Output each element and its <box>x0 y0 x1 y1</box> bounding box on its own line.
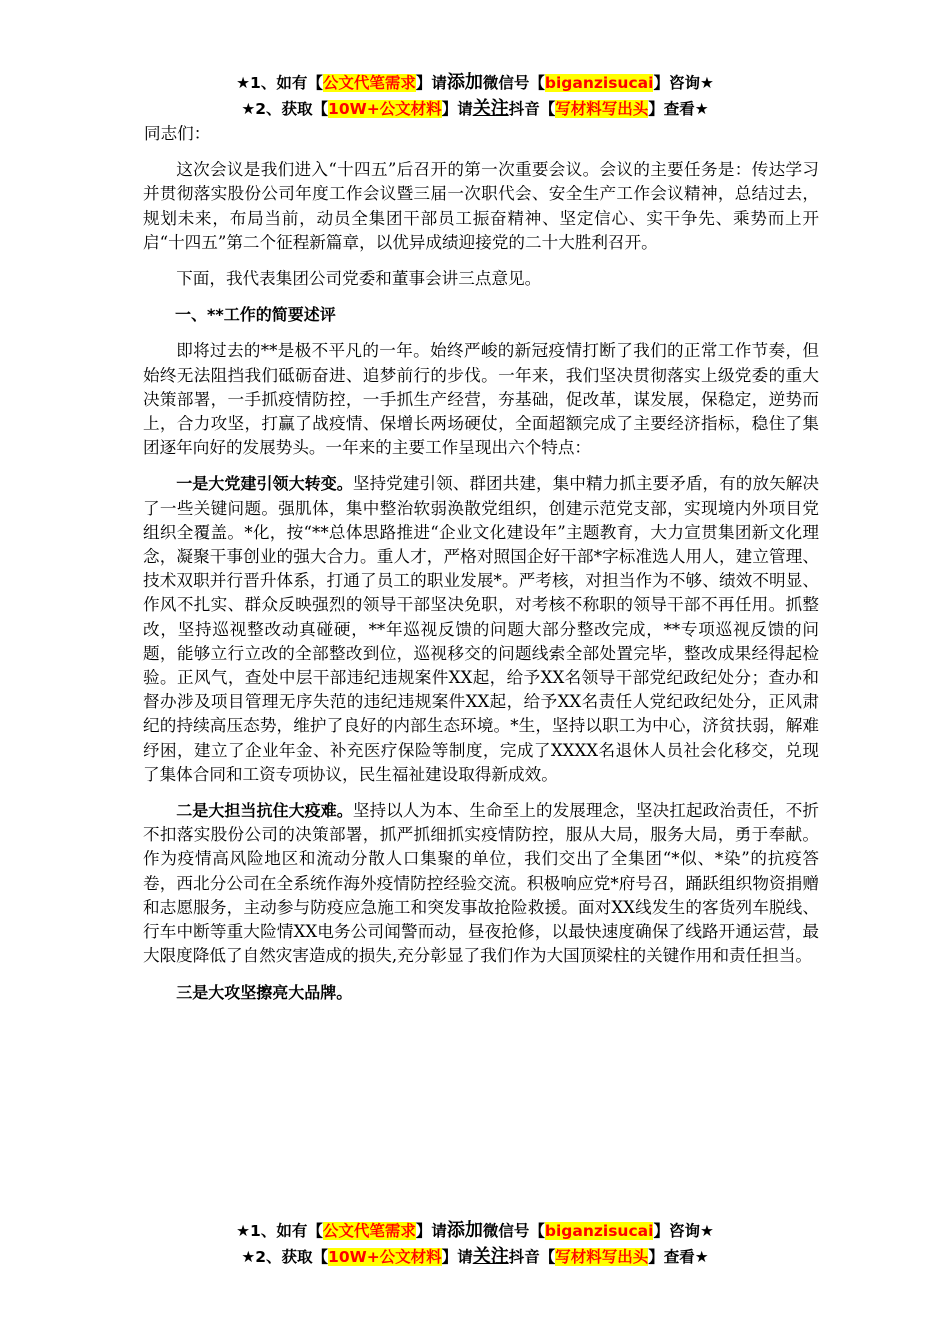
promo-emphasis: 添加 <box>446 1220 483 1241</box>
paragraph-intro: 这次会议是我们进入“十四五”后召开的第一次重要会议。会议的主要任务是：传达学习并贯彻落实股份公司年度工作会议暨三届一次职代会、安全生产工作会议精神，总结过去，规划未来，布局当前，动员全集团干部员工振奋精神、坚定信心、实干争先、乘势而上开启“十四五”第二个征程新篇章，以优异成绩迎接党的二十大胜利召开。 <box>143 160 819 252</box>
promo-text: ★2、获取【 <box>241 1248 329 1266</box>
promo-emphasis: 关注 <box>472 98 509 119</box>
promo-text: 】请 <box>441 100 473 118</box>
promo-text: ★1、如有【 <box>236 74 323 92</box>
promo-text: 】请 <box>441 1248 473 1266</box>
promo-highlight: 10W+公文材料 <box>328 1248 442 1266</box>
promo-text: 抖音【 <box>508 100 556 118</box>
promo-highlight: biganzisucai <box>544 1222 654 1240</box>
paragraph-point-1 <box>143 472 819 787</box>
point-lead: 三是大攻坚擦亮大品牌。 <box>176 982 353 1002</box>
document-body <box>143 122 819 1017</box>
salutation: 同志们： <box>144 124 211 143</box>
promo-text: 】请 <box>415 1222 447 1240</box>
promo-highlight: 写材料写出头 <box>555 100 649 118</box>
promo-line-1 <box>0 70 950 96</box>
promo-text: 微信号【 <box>482 1222 545 1240</box>
paragraph-point-3 <box>143 981 819 1005</box>
promo-highlight: biganzisucai <box>544 74 654 92</box>
promo-text: 】咨询★ <box>653 74 714 92</box>
promo-highlight: 公文代笔需求 <box>322 1222 416 1240</box>
promo-text: ★2、获取【 <box>241 100 329 118</box>
section-heading: 一、**工作的简要述评 <box>175 305 336 325</box>
promo-highlight: 公文代笔需求 <box>322 74 416 92</box>
promo-emphasis: 关注 <box>472 1246 509 1267</box>
promo-emphasis: 添加 <box>446 72 483 93</box>
promo-text: 】咨询★ <box>653 1222 714 1240</box>
promo-text: ★1、如有【 <box>236 1222 323 1240</box>
promo-highlight: 写材料写出头 <box>555 1248 649 1266</box>
promo-text: 抖音【 <box>508 1248 556 1266</box>
promo-text: 微信号【 <box>482 74 545 92</box>
promo-line-1 <box>0 1218 950 1244</box>
promo-banner-top <box>0 70 950 122</box>
paragraph-outline: 下面，我代表集团公司党委和董事会讲三点意见。 <box>176 269 542 289</box>
promo-highlight: 10W+公文材料 <box>328 100 442 118</box>
point-text: 坚持党建引领、群团共建，集中精力抓主要矛盾，有的放矢解决了一些关键问题。强肌体，集中整治软弱涣散党组织，创建示范党支部，实现境内外项目党组织全覆盖。*化，按“**总体思路推进“企业文化建设年”主题教育，大力宣贯集团新文化理念，凝聚干事创业的强大合力。重人才，严格对照国企好干部*字标准选人用人，建立管理、技术双职并行晋升体系，打通了员工的职业发展*。严考核，对担当作为不够、绩效不明显、作风不扎实、群众反映强烈的领导干部坚决免职，对考核不称职的领导干部不再任用。抓整改，坚持巡视整改动真碰硬，**年巡视反馈的问题大部分整改完成，**专项巡视反馈的问题，能够立行立改的全部整改到位，巡视移交的问题线索全部处置完毕，整改成果经得起检验。正风气，查处中层干部违纪违规案件XX起，给予XX名领导干部党纪政纪处分；查办和督办涉及项目管理无序失范的违纪违规案件XX起，给予XX名责任人党纪政纪处分，正风肃纪的持续高压态势，维护了良好的内部生态环境。*生，坚持以职工为中心，济贫扶弱，解难纾困，建立了企业年金、补充医疗保险等制度，完成了XXXX名退休人员社会化移交，兑现了集体合同和工资专项协议，民生福祉建设取得新成效。 <box>143 474 819 784</box>
paragraph-review: 即将过去的**是极不平凡的一年。始终严峻的新冠疫情打断了我们的正常工作节奏，但始终无法阻挡我们砥砺奋进、追梦前行的步伐。一年来，我们坚决贯彻落实上级党委的重大决策部署，一手抓疫情防控，一手抓生产经营，夯基础，促改革，谋发展，保稳定，逆势而上，合力攻坚，打赢了战疫情、保增长两场硬仗，全面超额完成了主要经济指标，稳住了集团逐年向好的发展势头。一年来的主要工作呈现出六个特点： <box>143 341 819 458</box>
promo-line-2 <box>0 1244 950 1270</box>
promo-text: 】查看★ <box>648 1248 709 1266</box>
point-lead: 二是大担当抗住大疫难。 <box>176 801 353 821</box>
promo-text: 】请 <box>415 74 447 92</box>
promo-banner-bottom <box>0 1218 950 1270</box>
point-text: 坚持以人为本、生命至上的发展理念，坚决扛起政治责任，不折不扣落实股份公司的决策部署，抓严抓细抓实疫情防控，服从大局，服务大局，勇于奉献。作为疫情高风险地区和流动分散人口集聚的单位，我们交出了全集团“*似、*染”的抗疫答卷，西北分公司在全系统作海外疫情防控经验交流。积极响应党*府号召，踊跃组织物资捐赠和志愿服务，主动参与防疫应急施工和突发事故抢险救援。面对XX线发生的客货列车脱线、行车中断等重大险情XX电务公司闻警而动，昼夜抢修，以最快速度确保了线路开通运营，最大限度降低了自然灾害造成的损失,充分彰显了我们作为大国顶梁柱的关键作用和责任担当。 <box>143 801 819 966</box>
promo-line-2 <box>0 96 950 122</box>
paragraph-point-2 <box>143 799 819 968</box>
promo-text: 】查看★ <box>648 100 709 118</box>
point-lead: 一是大党建引领大转变。 <box>176 474 353 494</box>
